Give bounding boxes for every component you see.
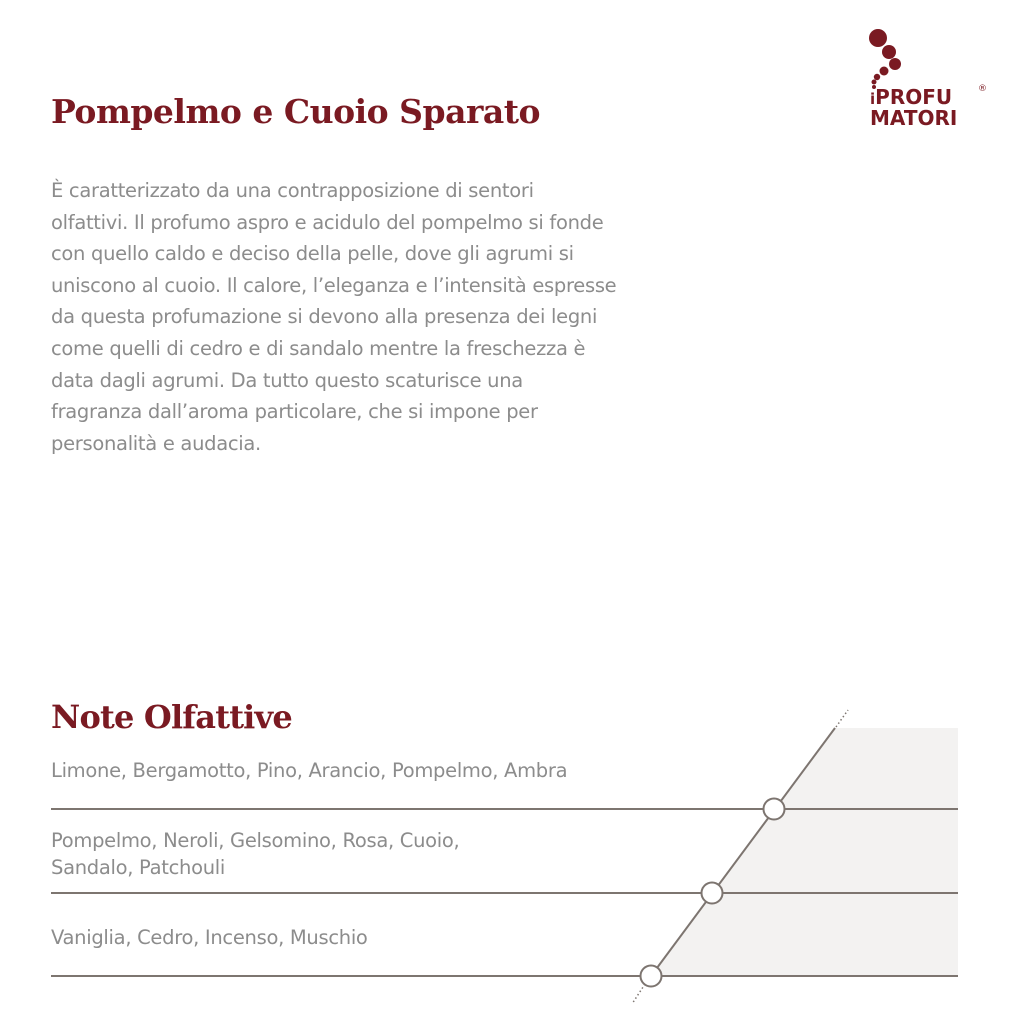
pyramid-diagonal-dots-top [836,710,848,727]
heart-notes-line: Sandalo, Patchouli [51,856,226,879]
pyramid-diagonal-dots-bottom [632,984,645,1004]
description-line: come quelli di cedro e di sandalo mentre la freschezza è [51,336,586,360]
description-line: uniscono al cuoio. Il calore, l’eleganza e l’intensità espresse [51,273,617,297]
description-line: personalità e audacia. [51,431,261,455]
top-notes [51,757,567,784]
description-line: olfattivi. Il profumo aspro e acidulo del pompelmo si fonde [51,210,604,234]
page-title: Pompelmo e Cuoio Sparato [51,92,540,131]
top-notes-line: Limone, Bergamotto, Pino, Arancio, Pompelmo, Ambra [51,759,568,782]
base-notes [51,924,368,951]
description-line: È caratterizzato da una contrapposizione di sentori [51,179,534,202]
base-notes-line: Vaniglia, Cedro, Incenso, Muschio [51,926,368,949]
description-line: data dagli agrumi. Da tutto questo scaturisce una [51,368,523,392]
registered-mark: ® [978,84,987,94]
description-line: con quello caldo e deciso della pelle, dove gli agrumi si [51,242,574,266]
node-heart-icon [702,883,723,904]
logo-prefix: i [870,90,876,108]
logo-line-2: MATORI [870,106,958,130]
notes-title: Note Olfattive [51,698,292,736]
logo-line-1-text: PROFU [875,85,953,109]
heart-notes [51,827,459,881]
description-line: fragranza dall’aroma particolare, che si impone per [51,400,538,424]
pyramid-panel [651,728,958,976]
node-base-icon [641,966,662,987]
node-top-icon [764,799,785,820]
heart-notes-line: Pompelmo, Neroli, Gelsomino, Rosa, Cuoio, [51,829,460,852]
description-line: da questa profumazione si devono alla presenza dei legni [51,305,598,329]
